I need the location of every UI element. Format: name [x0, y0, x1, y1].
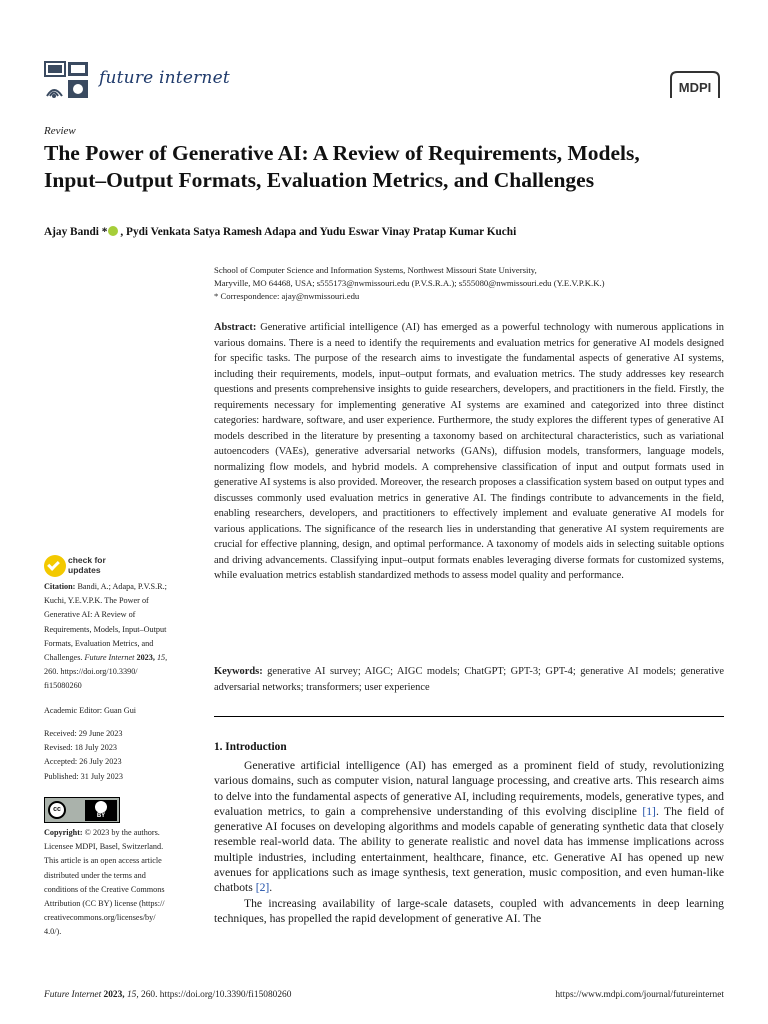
author-names-first: Ajay Bandi *: [44, 226, 108, 238]
cc-by-license-badge[interactable]: [44, 797, 120, 823]
citation-year: 2023,: [136, 653, 155, 663]
citation-link[interactable]: [1]: [642, 804, 656, 818]
citation-line: Challenges.: [44, 653, 83, 663]
academic-editor: Academic Editor: Guan Gui: [44, 706, 137, 715]
date-published: Published: 31 July 2023: [44, 771, 123, 781]
section-heading: 1. Introduction: [214, 741, 287, 753]
person-icon: [95, 801, 107, 813]
abstract-label: Abstract:: [214, 322, 257, 333]
date-revised: Revised: 18 July 2023: [44, 743, 118, 753]
paragraph-text: Generative artificial intelligence (AI) has emerged as a prominent field of study, revolutionizing various domains, such as computer vision, natural language processing, and creative arts. This research aims to delve into the fundamental aspects of generative AI, including requirements, models, generative types, and evaluation metrics, to gain a comprehensive understanding of this evolving discipline: [214, 759, 724, 818]
check-updates-line: check for: [68, 555, 106, 565]
by-icon: [85, 800, 117, 821]
date-accepted: Accepted: 26 July 2023: [44, 757, 122, 767]
keywords-text: generative AI survey; AIGC; AIGC models; ChatGPT; GPT-3; GPT-4; generative AI models; generative adversarial networks; transformers; user experience: [214, 666, 725, 693]
citation-link[interactable]: [2]: [255, 881, 270, 895]
paragraph-text: . The field of generative AI focuses on developing algorithms and models capable of generating synthetic data that closely resemble real-world data. The ability to generate realistic and novel data has immense implications across multiple industries, including entertainment, healthcare, finance, etc. Generative AI has opened up new avenues for applications such as image synthesis, text generation, music composition, and even human-like chatbots: [214, 804, 724, 895]
copyright-line: © 2023 by the authors.: [84, 828, 160, 837]
abstract-text: Generative artificial intelligence (AI) has emerged as a powerful technology with numerous applications in various domains. There is a need to identify the requirements and evaluation metrics for generative AI models designed for specific tasks. The purpose of the research aims to investigate the fundamental aspects of generative AI systems, including their requirements, models, input–output formats, and evaluation metrics. The study addresses key research questions and presents comprehensive insights to guide researchers, developers, and practitioners in the field. Firstly, the requirements necessary for implementing generative AI systems are examined and categorized into three distinct categories: hardware, software, and user experience. Furthermore, the study explores the different types of generative AI models described in the literature by presenting a taxonomy based on architectural characteristics, such as variational autoencoders (VAEs), generative adversarial networks (GANs), diffusion models, transformers, language models, normalizing flow models, and hybrid models. A comprehensive classification of input and output formats used in generative AI systems is also provided. Moreover, the research proposes a classification system based on output types and discusses commonly used evaluation metrics in generative AI. The findings contribute to advancements in the field, enabling researchers, developers, and practitioners to effectively implement and evaluate generative AI models for various applications. The significance of the research lies in understanding that generative AI system requirements are crucial for effective planning, design, and optimal performance. A taxonomy of models aids in selecting suitable options and driving advancements. Classifying input–output formats enables leveraging diverse formats for customized systems, while evaluation metrics establish standardized methods to assess model quality and performance.: [214, 322, 725, 581]
mdpi-logo-text: MDPI: [678, 80, 712, 95]
citation-doi[interactable]: 260. https://doi.org/10.3390/: [44, 667, 138, 677]
footer-year: 2023,: [103, 990, 125, 1000]
citation-line: Requirements, Models, Input–Output: [44, 624, 167, 634]
affiliation-block: [214, 264, 724, 303]
copyright-block: [44, 826, 200, 940]
citation-line: Bandi, A.; Adapa, P.V.S.R.;: [77, 582, 167, 591]
keywords: [214, 664, 724, 696]
footer-journal: Future Internet: [44, 990, 102, 1000]
paragraph: The increasing availability of large-scale datasets, coupled with advancements in deep learning techniques, has propelled the rapid development of generative AI. The: [214, 896, 724, 925]
copyright-label: Copyright:: [44, 828, 83, 837]
check-icon: [44, 555, 66, 577]
paragraph: [214, 758, 724, 896]
citation-line: Generative AI: A Review of: [44, 610, 136, 620]
citation-journal: Future Internet: [84, 653, 135, 663]
footer-doi-link[interactable]: 260. https://doi.org/10.3390/fi15080260: [141, 990, 292, 1000]
copyright-line: distributed under the terms and: [44, 870, 146, 880]
citation-volume: 15,: [156, 653, 168, 663]
orcid-icon[interactable]: [108, 226, 118, 236]
footer-volume: 15,: [126, 990, 139, 1000]
affiliation-line: Maryville, MO 64468, USA; s555173@nwmissouri.edu (P.V.S.R.A.); s555080@nwmissouri.edu (Y.E.V.P.K.K.): [214, 278, 605, 288]
dates-block: [44, 727, 200, 784]
by-label: BY: [96, 813, 106, 819]
citation-block: [44, 580, 200, 694]
citation-line: Formats, Evaluation Metrics, and: [44, 638, 154, 648]
author-names-rest: , Pydi Venkata Satya Ramesh Adapa and Yudu Eswar Vinay Pratap Kumar Kuchi: [120, 226, 517, 238]
check-for-updates-label: [68, 555, 106, 575]
correspondence: * Correspondence: ajay@nwmissouri.edu: [214, 291, 360, 301]
citation-label: Citation:: [44, 582, 76, 591]
copyright-line: conditions of the Creative Commons: [44, 884, 165, 894]
copyright-line[interactable]: Attribution (CC BY) license (https://: [44, 899, 165, 909]
cc-icon: cc: [48, 801, 66, 819]
check-updates-line: updates: [68, 565, 101, 575]
article-title: The Power of Generative AI: A Review of Requirements, Models, Input–Output Formats, Evaluation Metrics, and Challenges: [44, 141, 640, 192]
copyright-line: Licensee MDPI, Basel, Switzerland.: [44, 842, 164, 852]
copyright-line: This article is an open access article: [44, 856, 162, 866]
keywords-label: Keywords:: [214, 666, 263, 677]
introduction-body: [214, 758, 724, 926]
section-divider: [214, 716, 724, 717]
abstract: [214, 320, 724, 584]
footer-citation: [44, 990, 291, 1000]
author-list: [44, 226, 516, 238]
citation-line: Kuchi, Y.E.V.P.K. The Power of: [44, 596, 149, 606]
copyright-line[interactable]: creativecommons.org/licenses/by/: [44, 913, 156, 923]
footer-journal-url[interactable]: https://www.mdpi.com/journal/futureinternet: [555, 990, 724, 1000]
affiliation-line: School of Computer Science and Information Systems, Northwest Missouri State University,: [214, 265, 537, 275]
article-type: Review: [44, 125, 76, 137]
copyright-line: 4.0/).: [44, 927, 62, 937]
date-received: Received: 29 June 2023: [44, 729, 123, 738]
journal-name: future internet: [99, 68, 230, 88]
mdpi-logo-icon: [667, 70, 723, 100]
check-for-updates-button[interactable]: [44, 553, 118, 579]
paragraph-text: .: [269, 881, 273, 895]
future-internet-logo-icon: [44, 60, 90, 102]
citation-doi[interactable]: fi15080260: [44, 681, 82, 691]
